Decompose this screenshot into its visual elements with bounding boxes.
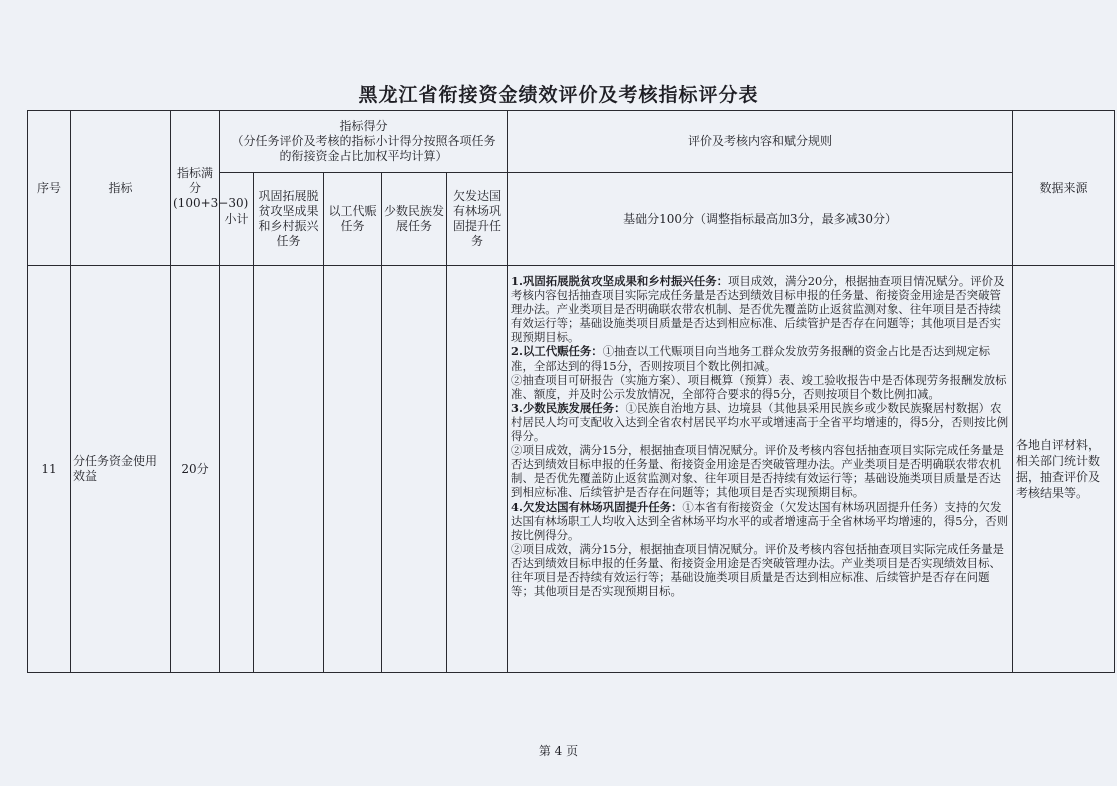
rule-heading: 2.以工代赈任务： xyxy=(511,344,603,359)
rule-heading: 3.少数民族发展任务： xyxy=(511,400,626,415)
header-rules-base: 基础分100分（调整指标最高加3分，最多减30分） xyxy=(508,173,1013,266)
header-indicator: 指标 xyxy=(71,111,171,266)
header-subtotal: 小计 xyxy=(220,173,254,266)
cell-task3 xyxy=(382,266,447,673)
rule-text: 项目成效，满分20分，根据抽查项目情况赋分。评价及考核内容包括抽查项目实际完成任务量是否达到绩效目标申报的任务量、衔接资金用途是否突破管理办法。产业类项目是否明确联农带农机制、是否优先覆盖防止返贫监测对象、往年项目是否持续有效运行等；基础设施类项目质量是否达到相应标准、后续管护是否存在问题等；其他项目是否实现预期目标。 xyxy=(511,274,1005,345)
cell-rules xyxy=(508,266,1013,673)
header-source: 数据来源 xyxy=(1013,111,1115,266)
header-seq: 序号 xyxy=(28,111,71,266)
header-task2: 以工代赈任务 xyxy=(324,173,382,266)
header-score-group xyxy=(220,111,508,173)
cell-seq: 11 xyxy=(28,266,71,673)
rule-text: ②项目成效，满分15分，根据抽查项目情况赋分。评价及考核内容包括抽查项目实际完成任务量是否达到绩效目标申报的任务量、衔接资金用途是否突破管理办法。产业类项目是否实现绩效目标、往年项目是否持续有效运行等；基础设施类项目质量是否达到相应标准、后续管护是否存在问题等；其他项目是否实现预期目标。 xyxy=(511,541,1004,599)
header-score-group-note: （分任务评价及考核的指标小计得分按照各项任务的衔接资金占比加权平均计算） xyxy=(231,134,496,163)
header-full-score: 指标满分(100+3−30) xyxy=(171,111,220,266)
header-task1: 巩固拓展脱贫攻坚成果和乡村振兴任务 xyxy=(254,173,324,266)
header-score-group-title: 指标得分 xyxy=(339,119,388,133)
rule-paragraph xyxy=(511,401,1010,443)
cell-source: 各地自评材料，相关部门统计数据，抽查评价及考核结果等。 xyxy=(1013,266,1115,673)
score-table xyxy=(27,110,1115,673)
cell-task1 xyxy=(254,266,324,673)
rule-text: ①本省有衔接资金（欠发达国有林场巩固提升任务）支持的欠发达国有林场职工人均收入达到全省林场平均水平的或者增速高于全省林场平均增速的，得5分，否则按比例得分。 xyxy=(511,499,1009,542)
header-rules: 评价及考核内容和赋分规则 xyxy=(508,111,1013,173)
rule-text: ②抽查项目可研报告（实施方案）、项目概算（预算）表、竣工验收报告中是否体现劳务报酬发放标准、额度，并及时公示发放情况，全部符合要求的得5分，否则按项目个数比例扣减。 xyxy=(511,372,1007,401)
cell-task4 xyxy=(447,266,508,673)
page-number: 第 4 页 xyxy=(538,744,579,758)
cell-indicator: 分任务资金使用效益 xyxy=(71,266,171,673)
cell-subtotal xyxy=(220,266,254,673)
cell-task2 xyxy=(324,266,382,673)
rule-paragraph xyxy=(511,274,1010,344)
header-task3: 少数民族发展任务 xyxy=(382,173,447,266)
rule-paragraph xyxy=(511,373,1010,401)
rule-paragraph xyxy=(511,443,1010,499)
rule-heading: 1.巩固拓展脱贫攻坚成果和乡村振兴任务： xyxy=(511,274,728,288)
rule-paragraph xyxy=(511,542,1010,598)
header-task4: 欠发达国有林场巩固提升任务 xyxy=(447,173,508,266)
rule-text: ①抽查以工代赈项目向当地务工群众发放劳务报酬的资金占比是否达到规定标准，全部达到的得15分，否则按项目个数比例扣减。 xyxy=(511,344,990,373)
rule-paragraph xyxy=(511,344,1010,372)
document-title: 黑龙江省衔接资金绩效评价及考核指标评分表 xyxy=(358,84,759,106)
rule-heading: 4.欠发达国有林场巩固提升任务： xyxy=(511,499,683,514)
rule-text: ①民族自治地方县、边境县（其他县采用民族乡或少数民族聚居村数据）农村居民人均可支配收入达到全省农村居民平均水平或增速高于全省平均增速的，得5分，否则按比例得分。 xyxy=(511,400,1009,444)
rule-text: ②项目成效，满分15分，根据抽查项目情况赋分。评价及考核内容包括抽查项目实际完成任务量是否达到绩效目标申报的任务量、衔接资金用途是否突破管理办法。产业类项目是否明确联农带农机制、是否优先覆盖防止返贫监测对象、往年项目是否持续有效运行等；基础设施类项目质量是否达到相应标准、后续管护是否存在问题等；其他项目是否实现预期目标。 xyxy=(511,443,1004,500)
table-row xyxy=(28,266,1115,673)
rule-paragraph xyxy=(511,500,1010,542)
cell-full-score: 20分 xyxy=(171,266,220,673)
